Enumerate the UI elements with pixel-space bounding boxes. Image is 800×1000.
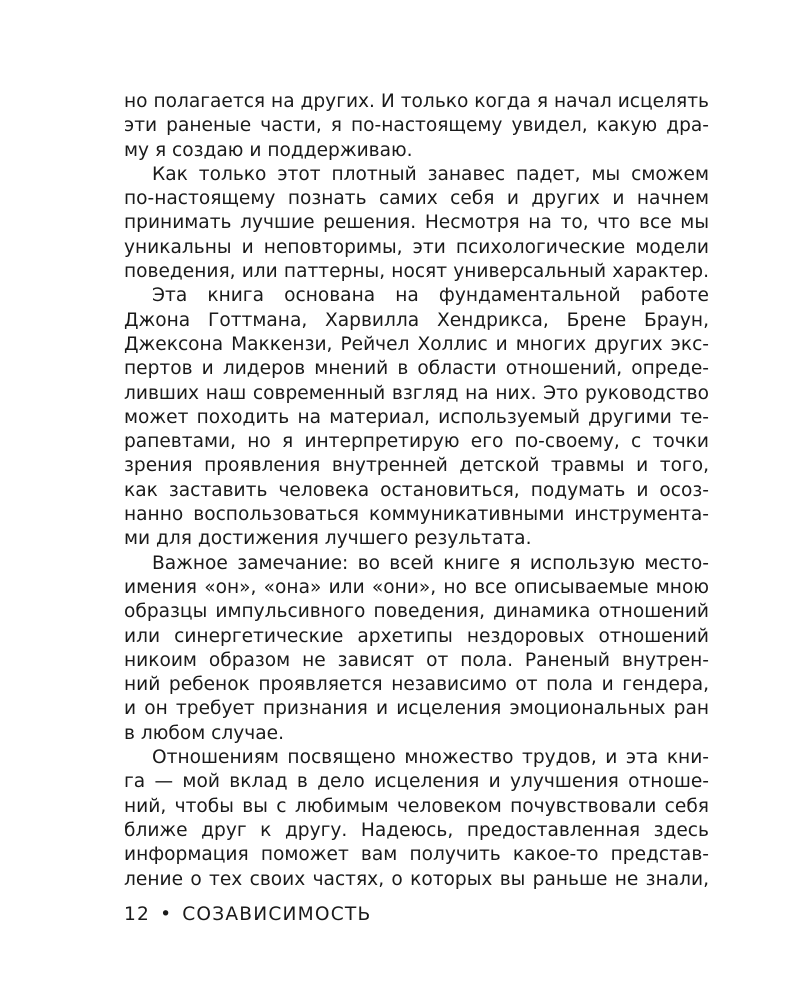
text-line: Как только этот плотный занавес падет, мы сможем	[152, 163, 709, 185]
text-line: Важное замечание: во всей книге я использую место-	[152, 552, 709, 574]
text-line: ливших наш современный взгляд на них. Это руководство	[124, 382, 709, 404]
text-line: нанно воспользоваться коммуникативными инструмента-	[124, 504, 709, 526]
text-line: ближе друг к другу. Надеюсь, предоставленная здесь	[124, 819, 709, 841]
text-line: му я создаю и поддерживаю.	[124, 139, 413, 161]
text-line: информация поможет вам получить какое-то представ-	[124, 844, 709, 866]
text-line: никоим образом не зависят от пола. Раненый внутрен-	[124, 649, 709, 671]
text-line: принимать лучшие решения. Несмотря на то, что все мы	[124, 212, 709, 234]
text-line: или синергетические архетипы нездоровых отношений	[124, 625, 709, 647]
text-line: Эта книга основана на фундаментальной работе	[152, 285, 709, 307]
text-line: ний ребенок проявляется независимо от пола и гендера,	[124, 674, 709, 696]
page-number: 12	[124, 904, 151, 925]
text-line: как заставить человека остановиться, подумать и осоз-	[124, 479, 709, 501]
text-line: ление о тех своих частях, о которых вы раньше не знали,	[124, 868, 709, 890]
text-line: Джона Готтмана, Харвилла Хендрикса, Брене Браун,	[124, 309, 709, 331]
text-line: по-настоящему познать самих себя и других и начнем	[124, 188, 709, 210]
body-text	[124, 90, 709, 892]
text-line: имения «он», «она» или «они», но все описываемые мною	[124, 576, 709, 598]
page-footer	[124, 904, 371, 925]
text-line: но полагается на других. И только когда я начал исцелять	[124, 91, 709, 112]
running-title: СОЗАВИСИМОСТЬ	[182, 904, 372, 925]
text-line: пертов и лидеров мнений в области отношений, опреде-	[124, 358, 709, 380]
text-line: ми для достижения лучшего результата.	[124, 528, 532, 550]
text-line: поведения, или паттерны, носят универсальный характер.	[124, 261, 709, 283]
text-line: зрения проявления внутренней детской травмы и того,	[124, 455, 709, 477]
text-line: уникальны и неповторимы, эти психологические модели	[124, 236, 709, 258]
text-line: может походить на материал, используемый другими те-	[124, 406, 709, 428]
text-line: га — мой вклад в дело исцеления и улучшения отноше-	[124, 771, 709, 793]
text-line: в любом случае.	[124, 722, 285, 744]
separator-bullet: •	[160, 904, 173, 925]
text-line: Отношениям посвящено множество трудов, и эта кни-	[152, 747, 709, 769]
text-line: Джексона Маккензи, Рейчел Холлис и многих других экс-	[124, 333, 709, 355]
text-line: рапевтами, но я интерпретирую его по-своему, с точки	[124, 431, 709, 453]
text-line: ний, чтобы вы с любимым человеком почувствовали себя	[124, 795, 709, 817]
text-line: и он требует признания и исцеления эмоциональных ран	[124, 698, 709, 720]
text-line: эти раненые части, я по-настоящему увидел, какую дра-	[124, 115, 709, 137]
text-line: образцы импульсивного поведения, динамика отношений	[124, 601, 709, 623]
